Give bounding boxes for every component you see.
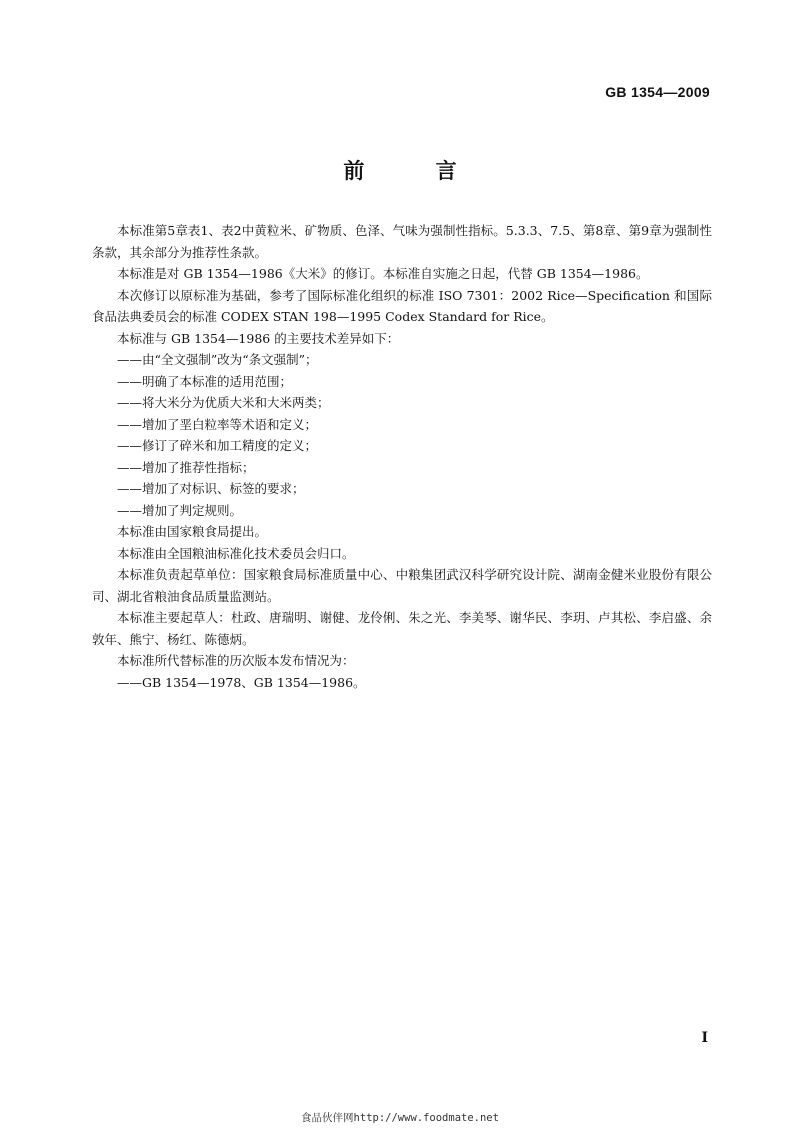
- page-title: 前 言: [343, 159, 489, 183]
- paragraph-drafting-units: 本标准负责起草单位：国家粮食局标准质量中心、中粮集团武汉科学研究设计院、湖南金健米业股份有限公司、湖北省粮油食品质量监测站。: [92, 567, 712, 604]
- paragraph-proposer: 本标准由国家粮食局提出。: [117, 524, 268, 539]
- paragraph-references: 本次修订以原标准为基础，参考了国际标准化组织的标准 ISO 7301：2002 Rice—Specification 和国际食品法典委员会的标准 CODEX STAN 198—1995 Codex Standard for Rice。: [92, 287, 712, 324]
- foreword-body: [92, 220, 712, 693]
- list-item: ——增加了判定规则。: [117, 502, 243, 518]
- standard-code: GB 1354—2009: [605, 84, 710, 100]
- list-item: ——由“全文强制”改为“条文强制”；: [117, 352, 318, 367]
- paragraph-differences-intro: 本标准与 GB 1354—1986 的主要技术差异如下：: [117, 330, 400, 346]
- list-item: ——增加了垩白粒率等术语和定义；: [117, 416, 318, 432]
- list-item: ——明确了本标准的适用范围；: [117, 373, 293, 389]
- list-item: ——增加了对标识、标签的要求；: [117, 481, 305, 496]
- paragraph-drafters: 本标准主要起草人：杜政、唐瑞明、谢健、龙伶俐、朱之光、李美琴、谢华民、李玥、卢其松、李启盛、余敦年、熊宁、杨红、陈德炳。: [92, 610, 712, 647]
- footer-watermark: 食品伙伴网http://www.foodmate.net: [301, 1112, 499, 1124]
- paragraph-mandatory-clauses: 本标准第5章表1、表2中黄粒米、矿物质、色泽、气味为强制性指标。5.3.3、7.5、第8章、第9章为强制性条款，其余部分为推荐性条款。: [92, 223, 712, 260]
- paragraph-revision: 本标准是对 GB 1354—1986《大米》的修订。本标准自实施之日起，代替 GB 1354—1986。: [117, 266, 649, 281]
- list-item: ——将大米分为优质大米和大米两类；: [117, 395, 330, 410]
- paragraph-previous-versions: 本标准所代替标准的历次版本发布情况为：: [117, 653, 355, 668]
- page-number: I: [701, 1030, 708, 1046]
- paragraph-committee: 本标准由全国粮油标准化技术委员会归口。: [117, 545, 355, 561]
- list-item: ——增加了推荐性指标；: [117, 459, 255, 475]
- list-item: ——修订了碎米和加工精度的定义；: [117, 438, 318, 453]
- list-item: ——GB 1354—1978、GB 1354—1986。: [117, 674, 366, 690]
